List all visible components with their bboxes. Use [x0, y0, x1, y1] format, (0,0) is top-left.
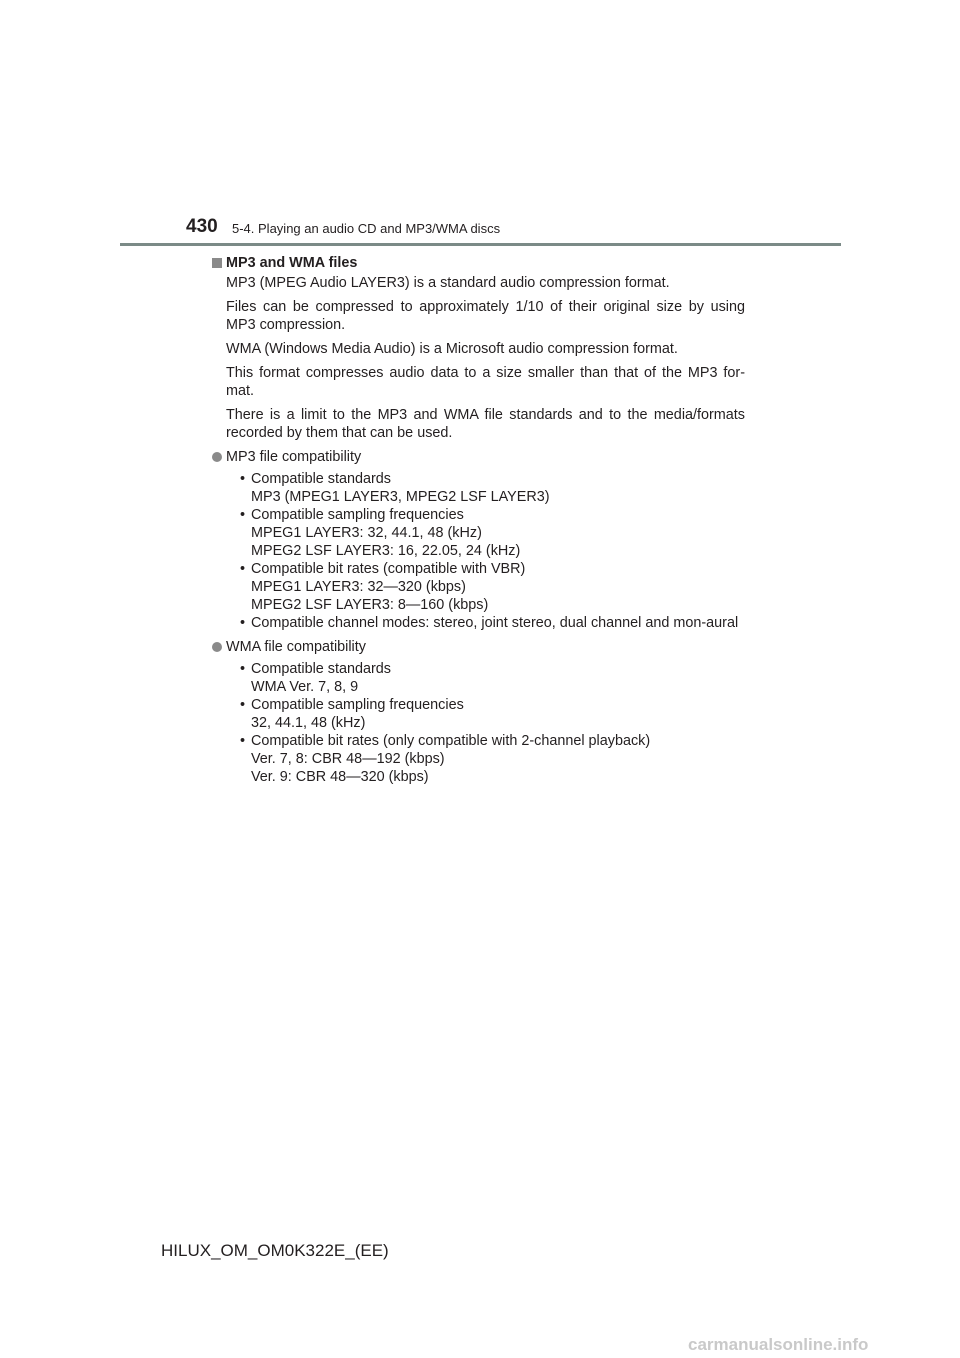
bullet-icon: •	[240, 697, 246, 713]
bullet-icon: •	[240, 661, 246, 677]
item-detail: MPEG2 LSF LAYER3: 16, 22.05, 24 (kHz)	[251, 543, 521, 559]
paragraph: MP3 (MPEG Audio LAYER3) is a standard audio compression format.	[226, 275, 670, 291]
item-label: Compatible channel modes: stereo, joint stereo, dual channel and mon-aural	[251, 615, 739, 631]
bullet-icon: •	[240, 471, 246, 487]
bullet-icon: •	[240, 561, 246, 577]
item-detail: Ver. 7, 8: CBR 48—192 (kbps)	[251, 751, 445, 767]
item-detail: WMA Ver. 7, 8, 9	[251, 679, 359, 695]
bullet-icon: •	[240, 615, 246, 631]
section-heading-text: MP3 and WMA files	[226, 255, 358, 271]
item-label: Compatible standards	[251, 661, 391, 677]
item-detail: Ver. 9: CBR 48—320 (kbps)	[251, 769, 429, 785]
item-label: Compatible bit rates (only compatible with 2-channel playback)	[251, 733, 651, 749]
wma-compat-list	[240, 660, 745, 786]
paragraph: There is a limit to the MP3 and WMA file standards and to the media/formats recorded by them that can be used.	[226, 407, 745, 441]
item-label: Compatible sampling frequencies	[251, 507, 464, 523]
square-bullet-icon	[212, 258, 222, 268]
circle-bullet-icon	[212, 642, 222, 652]
page-number: 430	[186, 216, 218, 237]
mp3-compat-list	[240, 470, 745, 632]
item-detail: MPEG1 LAYER3: 32, 44.1, 48 (kHz)	[251, 525, 482, 541]
footer-code: HILUX_OM_OM0K322E_(EE)	[161, 1241, 389, 1260]
item-detail: MPEG1 LAYER3: 32—320 (kbps)	[251, 579, 466, 595]
list-item	[240, 470, 745, 506]
item-label: Compatible bit rates (compatible with VBR)	[251, 561, 526, 577]
item-label: Compatible sampling frequencies	[251, 697, 464, 713]
main-content	[212, 254, 745, 792]
item-label: Compatible standards	[251, 471, 391, 487]
paragraph: This format compresses audio data to a size smaller than that of the MP3 for-mat.	[226, 365, 745, 399]
list-item	[240, 506, 745, 560]
watermark: carmanualsonline.info	[688, 1335, 869, 1354]
paragraph: Files can be compressed to approximately 1/10 of their original size by using MP3 compression.	[226, 299, 745, 333]
item-detail: MP3 (MPEG1 LAYER3, MPEG2 LSF LAYER3)	[251, 489, 550, 505]
list-item	[240, 614, 745, 632]
list-item	[240, 560, 745, 614]
item-detail: 32, 44.1, 48 (kHz)	[251, 715, 366, 731]
bullet-icon: •	[240, 733, 246, 749]
wma-subheading-text: WMA file compatibility	[226, 639, 366, 655]
circle-bullet-icon	[212, 452, 222, 462]
paragraph: WMA (Windows Media Audio) is a Microsoft audio compression format.	[226, 341, 678, 357]
mp3-subheading-text: MP3 file compatibility	[226, 449, 362, 465]
header-divider	[120, 243, 841, 246]
list-item	[240, 696, 745, 732]
list-item	[240, 660, 745, 696]
item-detail: MPEG2 LSF LAYER3: 8—160 (kbps)	[251, 597, 489, 613]
list-item	[240, 732, 745, 786]
bullet-icon: •	[240, 507, 246, 523]
wma-subheading	[212, 638, 745, 656]
section-title: 5-4. Playing an audio CD and MP3/WMA discs	[232, 221, 501, 236]
mp3-subheading	[212, 448, 745, 466]
section-heading	[212, 254, 745, 272]
